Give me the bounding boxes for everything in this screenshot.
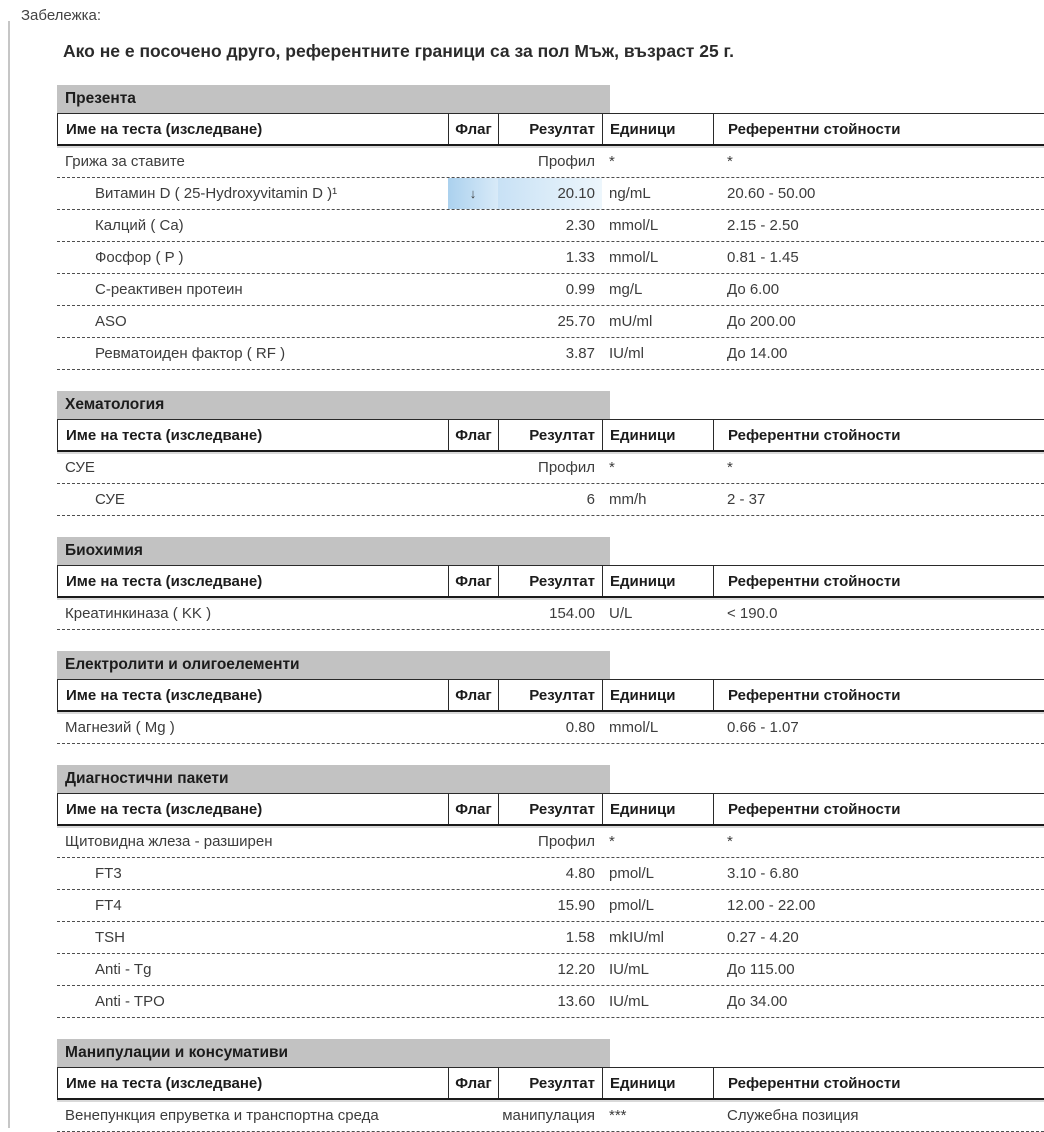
cell-result: 0.99 [565,281,595,298]
header-result: Резултат [499,680,603,710]
cell-flag [448,338,498,369]
cell-flag [448,858,498,889]
cell-result: 15.90 [557,897,595,914]
section-title: Хематология [65,396,165,413]
cell-flag [448,274,498,305]
section-title: Презента [65,90,136,107]
table-row [57,712,1044,744]
cell-test-name: Щитовидна жлеза - разширен [65,833,273,850]
cell-reference: 3.10 - 6.80 [727,865,799,882]
cell-test-name: FT4 [95,897,122,914]
results-table [57,793,1044,1018]
report-body [57,40,1044,1132]
cell-test-name: Фосфор ( P ) [95,249,184,266]
cell-units: *** [609,1107,627,1124]
cell-units: pmol/L [609,865,655,882]
header-result: Резултат [499,1068,603,1098]
cell-units: ng/mL [609,185,651,202]
header-test-name: Име на теста (изследване) [58,794,449,824]
section-title: Манипулации и консумативи [65,1044,289,1061]
table-rows [57,712,1044,744]
cell-test-name: Витамин D ( 25-Hydroxyvitamin D )¹ [95,185,338,202]
cell-test-name: Ревматоиден фактор ( RF ) [95,345,286,362]
table-row [57,210,1044,242]
table-rows [57,1100,1044,1132]
section-title: Биохимия [65,542,143,559]
cell-reference: 0.66 - 1.07 [727,719,799,736]
cell-flag [448,210,498,241]
header-test-name: Име на теста (изследване) [58,566,449,596]
header-reference: Референтни стойности [728,426,901,444]
header-reference: Референтни стойности [728,120,901,138]
header-reference: Референтни стойности [728,800,901,818]
cell-result: 6 [586,491,595,508]
section-header-bar [57,391,610,419]
cell-result: 1.58 [565,929,595,946]
section-header-bar [57,765,610,793]
cell-units: * [609,833,615,850]
table-row [57,452,1044,484]
cell-result: Профил [538,833,595,850]
header-units: Единици [603,1068,714,1098]
lab-section [57,391,1044,516]
sections-container [57,85,1044,1132]
cell-reference: 0.27 - 4.20 [727,929,799,946]
cell-result: 25.70 [557,313,595,330]
cell-units: pmol/L [609,897,655,914]
cell-units: mm/h [609,491,647,508]
cell-test-name: СУЕ [95,491,125,508]
section-title: Диагностични пакети [65,770,229,787]
cell-test-name: Магнезий ( Mg ) [65,719,175,736]
cell-reference: 12.00 - 22.00 [727,897,816,914]
header-reference: Референтни стойности [728,572,901,590]
cell-reference: Служебна позиция [727,1107,859,1124]
cell-flag [448,922,498,953]
table-row [57,858,1044,890]
cell-units: IU/mL [609,961,650,978]
section-header-bar [57,85,610,113]
header-test-name: Име на теста (изследване) [58,420,449,450]
table-row [57,306,1044,338]
table-header-row [57,113,1044,146]
cell-flag [448,598,498,629]
cell-flag [448,306,498,337]
lab-section [57,85,1044,370]
table-row [57,274,1044,306]
cell-units: mg/L [609,281,643,298]
header-flag: Флаг [449,566,499,596]
note-label: Забележка: [21,7,102,24]
cell-reference: До 14.00 [727,345,788,362]
header-test-name: Име на теста (изследване) [58,1068,449,1098]
cell-units: IU/ml [609,345,644,362]
header-reference: Референтни стойности [728,686,901,704]
header-reference: Референтни стойности [728,1074,901,1092]
reference-range-note: Ако не е посочено друго, референтните граници са за пол Мъж, възраст 25 г. [63,41,734,61]
cell-reference: 0.81 - 1.45 [727,249,799,266]
header-units: Единици [603,420,714,450]
cell-test-name: ASO [95,313,127,330]
section-header-bar [57,1039,610,1067]
cell-units: IU/mL [609,993,650,1010]
cell-reference: 2.15 - 2.50 [727,217,799,234]
cell-reference: 2 - 37 [727,491,766,508]
section-header-bar [57,651,610,679]
cell-test-name: FT3 [95,865,122,882]
lab-section [57,1039,1044,1132]
cell-flag [448,146,498,177]
cell-flag [448,890,498,921]
results-table [57,1067,1044,1132]
results-table [57,565,1044,630]
cell-units: mU/ml [609,313,653,330]
cell-reference: < 190.0 [727,605,778,622]
header-flag: Флаг [449,794,499,824]
cell-result: 3.87 [565,345,595,362]
cell-test-name: Креатинкиназа ( KK ) [65,605,212,622]
table-row [57,826,1044,858]
header-units: Единици [603,114,714,144]
lab-section [57,651,1044,744]
cell-flag [448,1100,498,1131]
cell-test-name: TSH [95,929,125,946]
cell-reference: * [727,459,733,476]
cell-result: манипулация [502,1107,595,1124]
cell-reference: 20.60 - 50.00 [727,185,816,202]
cell-units: * [609,459,615,476]
cell-reference: До 200.00 [727,313,796,330]
cell-units: * [609,153,615,170]
header-test-name: Име на теста (изследване) [58,114,449,144]
cell-reference: * [727,153,733,170]
cell-reference: До 6.00 [727,281,780,298]
cell-result: 1.33 [565,249,595,266]
cell-units: U/L [609,605,633,622]
cell-flag [448,484,498,515]
table-row [57,484,1044,516]
table-row [57,890,1044,922]
cell-test-name: Калций ( Ca) [95,217,184,234]
cell-flag [448,826,498,857]
results-table [57,419,1044,516]
header-units: Единици [603,566,714,596]
table-header-row [57,565,1044,598]
cell-test-name: СУЕ [65,459,95,476]
header-test-name: Име на теста (изследване) [58,680,449,710]
table-row [57,178,1044,210]
table-rows [57,826,1044,1018]
cell-result: Профил [538,459,595,476]
cell-result: 12.20 [557,961,595,978]
cell-result: 0.80 [565,719,595,736]
table-row [57,338,1044,370]
table-row [57,922,1044,954]
table-rows [57,452,1044,516]
table-row [57,986,1044,1018]
table-rows [57,598,1044,630]
table-rows [57,146,1044,370]
header-flag: Флаг [449,680,499,710]
results-table [57,679,1044,744]
cell-result: 4.80 [565,865,595,882]
cell-test-name: Грижа за ставите [65,153,185,170]
lab-section [57,765,1044,1018]
section-title: Електролити и олигоелементи [65,656,300,673]
cell-units: mkIU/ml [609,929,664,946]
cell-units: mmol/L [609,249,659,266]
cell-flag [448,712,498,743]
cell-test-name: Венепункция епруветка и транспортна среда [65,1107,379,1124]
cell-result: 20.10 [498,178,602,209]
table-row [57,146,1044,178]
lab-section [57,537,1044,630]
header-result: Резултат [499,420,603,450]
header-result: Резултат [499,566,603,596]
cell-flag [448,954,498,985]
header-flag: Флаг [449,1068,499,1098]
cell-result: 13.60 [557,993,595,1010]
cell-test-name: Anti - Tg [95,961,152,978]
cell-flag [448,986,498,1017]
cell-result: 154.00 [549,605,595,622]
cell-result: 2.30 [565,217,595,234]
table-row [57,242,1044,274]
cell-units: mmol/L [609,217,659,234]
table-row [57,1100,1044,1132]
section-header-bar [57,537,610,565]
page-left-rule [8,21,10,1128]
cell-reference: * [727,833,733,850]
results-table [57,113,1044,370]
header-flag: Флаг [449,420,499,450]
cell-result: Профил [538,153,595,170]
cell-units: mmol/L [609,719,659,736]
table-row [57,954,1044,986]
low-flag-arrow-icon: ↓ [448,178,498,209]
header-result: Резултат [499,794,603,824]
cell-test-name: Anti - TPO [95,993,165,1010]
header-units: Единици [603,680,714,710]
table-header-row [57,419,1044,452]
table-row [57,598,1044,630]
table-header-row [57,1067,1044,1100]
table-header-row [57,679,1044,712]
cell-reference: До 115.00 [727,961,795,978]
header-units: Единици [603,794,714,824]
cell-flag [448,242,498,273]
cell-test-name: С-реактивен протеин [95,281,243,298]
header-result: Резултат [499,114,603,144]
table-header-row [57,793,1044,826]
header-flag: Флаг [449,114,499,144]
cell-flag [448,452,498,483]
cell-reference: До 34.00 [727,993,788,1010]
